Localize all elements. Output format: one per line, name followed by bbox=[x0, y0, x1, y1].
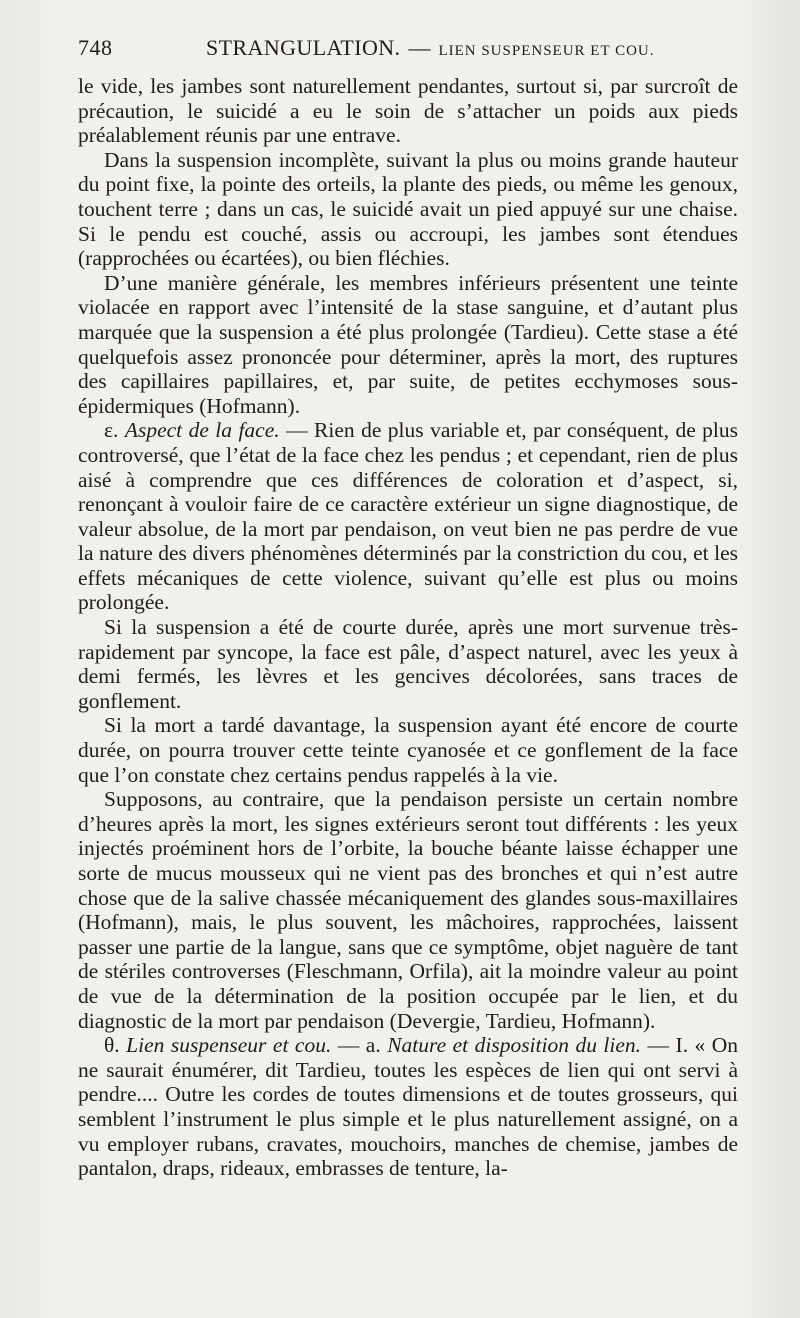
paragraph: Dans la suspension incomplète, suivant la plus ou moins grande hauteur du point fixe, la pointe des orteils, la plante des pieds, ou même les genoux, touchent terre ; dans un cas, le suicidé avait un pied appuyé sur une chaise. Si le pendu est couché, assis ou accroupi, les jambes sont étendues (rapprochées ou écartées), ou bien fléchies. bbox=[78, 147, 738, 271]
running-head bbox=[206, 35, 655, 61]
section-label: ε. bbox=[104, 418, 119, 443]
section-label: θ. bbox=[104, 1033, 120, 1058]
paragraph: D’une manière générale, les membres inférieurs présentent une teinte violacée en rapport avec l’intensité de la stase sanguine, et d’autant plus marquée que la suspension a été plus prolongée (Tardieu). Cette stase a été quelquefois assez prononcée pour déterminer, après la mort, des ruptures des capillaires papillaires, et, par suite, de petites ecchymoses sous-épidermiques (Hofmann). bbox=[78, 270, 738, 418]
paragraph: Si la suspension a été de courte durée, après une mort survenue très-rapidement par syncope, la face est pâle, d’aspect naturel, avec les yeux à demi fermés, les lèvres et les gencives décolorées, sans traces de gonflement. bbox=[78, 615, 738, 713]
subsection-dash: — bbox=[647, 1033, 670, 1058]
subsection-label: a. bbox=[365, 1033, 381, 1058]
paragraph: Supposons, au contraire, que la pendaison persiste un certain nombre d’heures après la mort, les signes extérieurs seront tout différents : les yeux injectés proéminent hors de l’orbite, la bouche béante laisse échapper une sorte de mucus mousseux qui ne vient pas des bronches et qui n’est autre chose que de la salive chassée mécaniquement des glandes sous-maxillaires (Hofmann), mais, le plus souvent, les mâchoires, rapprochées, laissent passer une partie de la langue, sans que ce symptôme, objet naguère de tant de stériles controverses (Fleschmann, Orfila), ait la moindre valeur au point de vue de la détermination de la position occupée par le lien, et du diagnostic de la mort par pendaison (Devergie, Tardieu, Hofmann). bbox=[78, 787, 738, 1033]
running-head-title: STRANGULATION. bbox=[206, 35, 401, 60]
paragraph-aspect-face bbox=[78, 418, 738, 615]
running-head-subtitle: LIEN SUSPENSEUR ET COU. bbox=[438, 43, 655, 59]
paragraph-lien-suspenseur bbox=[78, 1033, 738, 1181]
running-head-separator: — bbox=[408, 35, 431, 60]
section-heading: Aspect de la face. bbox=[124, 418, 280, 443]
section-heading: Lien suspenseur et cou. bbox=[126, 1033, 332, 1058]
paragraph: Si la mort a tardé davantage, la suspension ayant été encore de courte durée, on pourra trouver cette teinte cyanosée et ce gonflement de la face que l’on constate chez certains pendus rappelés à la vie. bbox=[78, 713, 738, 787]
paragraph-text: I. « On ne saurait énumérer, dit Tardieu, toutes les espèces de lien qui ont servi à pendre.... Outre les cordes de toutes dimensions et de toutes grosseurs, qui semblent l’instrument le plus simple et le plus naturellement assigné, on a vu employer rubans, cravates, mouchoirs, manches de chemise, jambes de pantalon, draps, rideaux, embrasses de tenture, la- bbox=[78, 1033, 739, 1181]
page-number: 748 bbox=[78, 35, 113, 60]
paragraph: le vide, les jambes sont naturellement pendantes, surtout si, par surcroît de précaution, le suicidé a eu le soin de s’attacher un poids aux pieds préalablement réunis par une entrave. bbox=[78, 74, 738, 148]
section-dash: — bbox=[337, 1033, 360, 1058]
subsection-heading: Nature et disposition du lien. bbox=[387, 1033, 642, 1058]
section-dash: — bbox=[286, 418, 308, 443]
body-text bbox=[78, 74, 738, 1234]
page-header bbox=[78, 35, 738, 65]
paragraph-text: Rien de plus variable et, par conséquent, de plus controversé, que l’état de la face chez les pendus ; et cependant, rien de plus aisé à comprendre que ces différences de coloration et d’aspect, si, renonçant à vouloir faire de ce caractère extérieur un signe diagnostique, de valeur absolue, de la mort par pendaison, on veut bien ne pas perdre de vue la nature des divers phénomènes déterminés par la constriction du cou, et les effets mécaniques de cette violence, suivant qu’elle est plus ou moins prolongée. bbox=[78, 418, 739, 615]
